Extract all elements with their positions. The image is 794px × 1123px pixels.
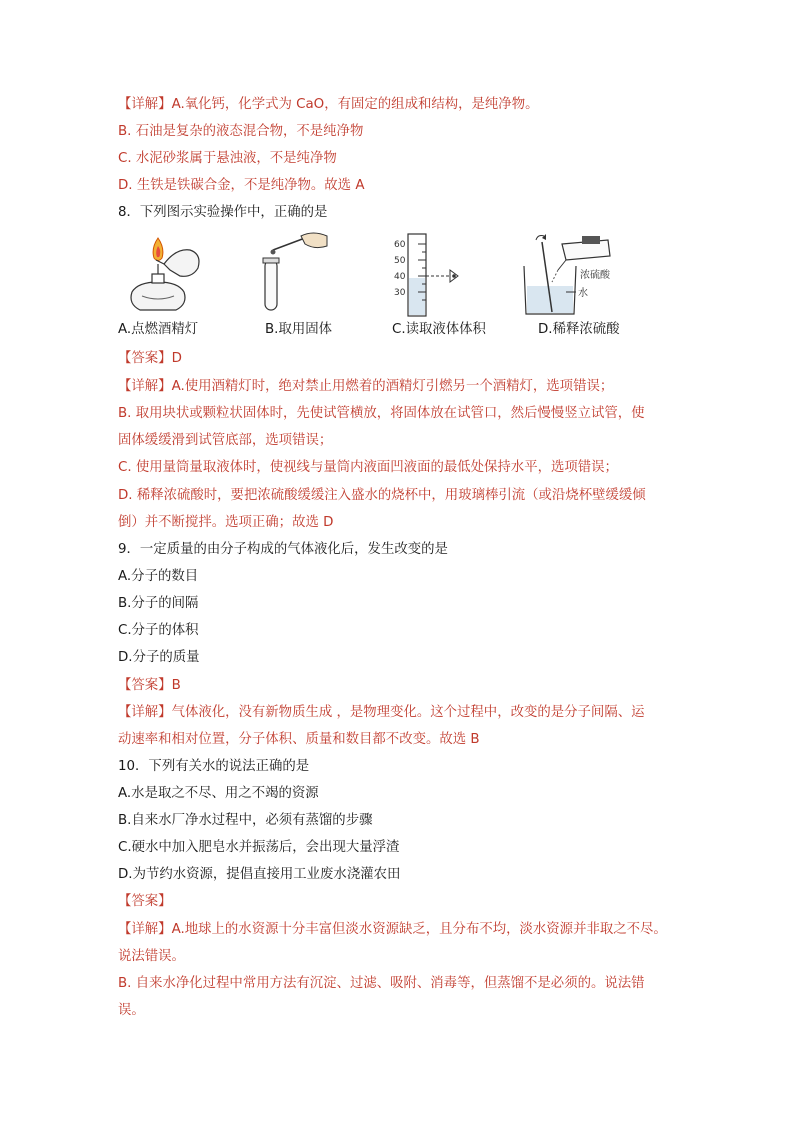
question-8-figures	[118, 230, 678, 330]
line-text: C. 使用量筒量取液体时，使视线与量筒内液面凹液面的最低处保持水平，选项错误；	[118, 460, 618, 475]
text-line	[118, 486, 646, 506]
text-line	[118, 838, 399, 858]
section-tag: 【答案】	[118, 678, 172, 693]
line-text: 误。	[118, 1003, 145, 1018]
section-tag: 【详解】	[118, 97, 172, 112]
line-text: 9．一定质量的由分子构成的气体液化后，发生改变的是	[118, 542, 448, 557]
label-concentrated-acid: 浓硫酸	[580, 270, 610, 281]
line-text: 动速率和相对位置，分子体积、质量和数目都不改变。故选 B	[118, 732, 480, 747]
section-tag: 【详解】	[118, 705, 172, 720]
text-line	[118, 947, 185, 967]
text-line	[118, 122, 363, 142]
cylinder-tick-40: 40	[394, 272, 406, 282]
text-line	[118, 203, 327, 223]
figure-b-test-tube	[243, 230, 333, 320]
text-line	[118, 349, 182, 369]
text-line	[118, 1001, 145, 1021]
line-text: A.分子的数目	[118, 569, 199, 584]
text-line	[118, 431, 332, 451]
line-text: B. 石油是复杂的液态混合物，不是纯净物	[118, 124, 364, 139]
line-text: A.水是取之不尽、用之不竭的资源	[118, 786, 319, 801]
text-line	[118, 865, 400, 885]
line-text: A.使用酒精灯时，绝对禁止用燃着的酒精灯引燃另一个酒精灯，选项错误；	[171, 379, 614, 394]
section-tag: 【详解】	[118, 922, 172, 937]
text-line	[118, 95, 538, 115]
text-line	[118, 757, 309, 777]
caption-d: D.稀释浓硫酸	[538, 322, 620, 337]
line-text: B. 自来水净化过程中常用方法有沉淀、过滤、吸附、消毒等，但蒸馏不是必须的。说法错	[118, 976, 645, 991]
line-text: 倒）并不断搅拌。选项正确；故选 D	[118, 515, 334, 530]
caption-b: B.取用固体	[265, 322, 333, 337]
section-tag: 【答案】	[118, 894, 172, 909]
text-line	[118, 974, 645, 994]
text-line	[118, 621, 199, 641]
text-line	[118, 540, 448, 560]
caption-a: A.点燃酒精灯	[118, 322, 199, 337]
text-line	[118, 730, 480, 750]
line-text: 8．下列图示实验操作中，正确的是	[118, 205, 328, 220]
line-text: 气体液化，没有新物质生成 ，是物理变化。这个过程中，改变的是分子间隔、运	[171, 705, 645, 720]
text-line	[118, 648, 200, 668]
line-text: D. 稀释浓硫酸时，要把浓硫酸缓缓注入盛水的烧杯中，用玻璃棒引流（或沿烧杯壁缓缓倾	[118, 488, 646, 503]
text-line	[118, 149, 337, 169]
section-tag: 【答案】	[118, 351, 172, 366]
line-text: 10．下列有关水的说法正确的是	[118, 759, 310, 774]
figure-d-beaker	[518, 230, 638, 320]
line-text: D.为节约水资源，提倡直接用工业废水浇灌农田	[118, 867, 401, 882]
text-line	[118, 920, 667, 940]
line-text: B. 取用块状或颗粒状固体时，先使试管横放，将固体放在试管口，然后慢慢竖立试管，使	[118, 406, 645, 421]
cylinder-tick-60: 60	[394, 240, 406, 250]
figure-c-graduated-cylinder	[388, 230, 478, 320]
text-line	[118, 458, 618, 478]
cylinder-tick-50: 50	[394, 256, 406, 266]
section-tag: 【详解】	[118, 379, 172, 394]
text-line	[118, 811, 372, 831]
text-line	[118, 892, 172, 912]
line-text: A.氧化钙，化学式为 CaO，有固定的组成和结构，是纯净物。	[171, 97, 539, 112]
line-text: B	[171, 678, 181, 693]
text-line	[118, 784, 319, 804]
cylinder-tick-30: 30	[394, 288, 406, 298]
text-line	[118, 513, 333, 533]
line-text: D. 生铁是铁碳合金，不是纯净物。故选 A	[118, 178, 365, 193]
figure-a-alcohol-lamp	[118, 230, 208, 320]
text-line	[118, 404, 645, 424]
line-text: C. 水泥砂浆属于悬浊液，不是纯净物	[118, 151, 337, 166]
line-text: B.分子的间隔	[118, 596, 199, 611]
text-line	[118, 703, 645, 723]
caption-c: C.读取液体体积	[392, 322, 486, 337]
line-text: 说法错误。	[118, 949, 185, 964]
line-text: D.分子的质量	[118, 650, 200, 665]
line-text: 固体缓缓滑到试管底部，选项错误；	[118, 433, 333, 448]
line-text: C.分子的体积	[118, 623, 199, 638]
text-line	[118, 176, 365, 196]
text-line	[118, 676, 181, 696]
text-line	[118, 567, 198, 587]
label-water: 水	[578, 288, 588, 299]
line-text: D	[171, 351, 182, 366]
line-text: B.自来水厂净水过程中，必须有蒸馏的步骤	[118, 813, 373, 828]
line-text: A.地球上的水资源十分丰富但淡水资源缺乏，且分布不均，淡水资源并非取之不尽。	[171, 922, 667, 937]
text-line	[118, 377, 613, 397]
text-line	[118, 594, 198, 614]
line-text: C.硬水中加入肥皂水并振荡后，会出现大量浮渣	[118, 840, 400, 855]
